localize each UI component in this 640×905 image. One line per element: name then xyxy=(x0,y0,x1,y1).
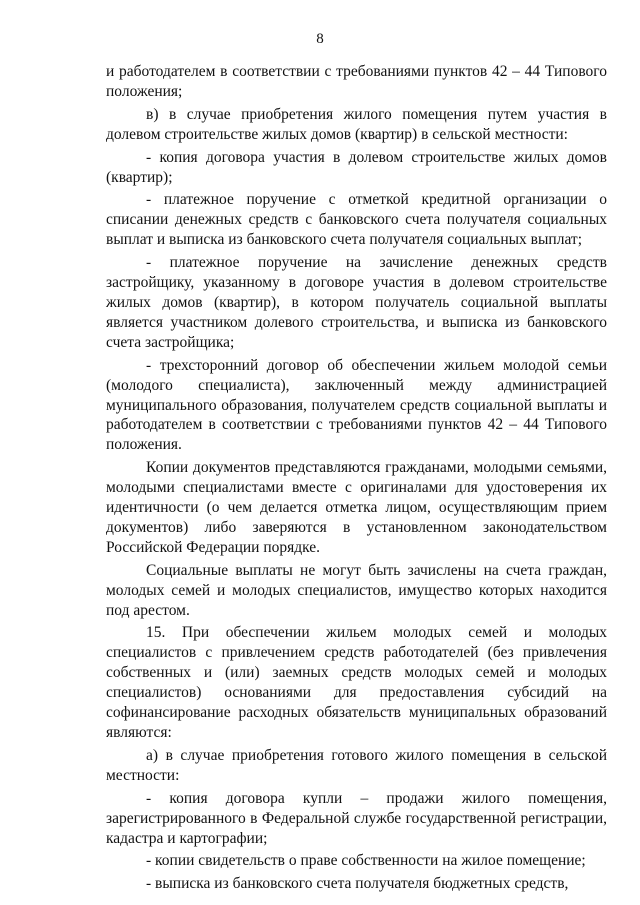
page-number: 8 xyxy=(316,31,324,47)
paragraph-payment-order-developer: - платежное поручение на зачисление денежных средств застройщику, указанному в договоре участия в долевом строительстве жилых домов (квартир), в котором получатель социальной выплаты является участником долевого строительства, и выписка из банковского счета застройщика; xyxy=(106,254,607,351)
paragraph-ownership-certificates: - копии свидетельств о праве собственности на жилое помещение; xyxy=(146,852,586,870)
document-body xyxy=(106,62,607,894)
paragraph-budget-account-statement: - выписка из банковского счета получателя бюджетных средств, xyxy=(146,875,569,893)
paragraph-item-a: а) в случае приобретения готового жилого помещения в сельской местности: xyxy=(106,746,607,784)
paragraph-tripartite-agreement: - трехсторонний договор об обеспечении жильем молодой семьи (молодого специалиста), заключенный между администрацией муниципального образования, получателем средств социальной выплаты и работодателем в соответствии с требованиями пунктов 42 – 44 Типового положения. xyxy=(106,356,607,454)
paragraph-section-15: 15. При обеспечении жильем молодых семей и молодых специалистов с привлечением средств работодателей (без привлечения собственных и (или) заемных средств молодых семей и молодых специалистов) основаниями для предоставления субсидий на софинансирование расходных обязательств муниципальных образований являются: xyxy=(106,624,607,741)
paragraph-shared-construction-contract: - копия договора участия в долевом строительстве жилых домов (квартир); xyxy=(106,148,607,186)
paragraph-continuation: и работодателем в соответствии с требованиями пунктов 42 – 44 Типового положения; xyxy=(106,63,607,100)
paragraph-item-v: в) в случае приобретения жилого помещения путем участия в долевом строительстве жилых домов (квартир) в сельской местности: xyxy=(106,105,607,143)
paragraph-document-copies: Копии документов представляются гражданами, молодыми семьями, молодыми специалистами вместе с оригиналами для удостоверения их идентичности (о чем делается отметка лицом, осуществляющим прием документов) либо заверяются в установленном законодательством Российской Федерации порядке. xyxy=(106,459,607,556)
paragraph-payment-order-debit: - платежное поручение с отметкой кредитной организации о списании денежных средств с банковского счета получателя социальных выплат и выписка из банковского счета получателя социальных выплат; xyxy=(106,191,607,249)
paragraph-arrest-restriction: Социальные выплаты не могут быть зачислены на счета граждан, молодых семей и молодых специалистов, имущество которых находится под арестом. xyxy=(106,561,607,619)
paragraph-purchase-contract: - копия договора купли – продажи жилого помещения, зарегистрированного в Федеральной службе государственной регистрации, кадастра и картографии; xyxy=(106,789,607,847)
